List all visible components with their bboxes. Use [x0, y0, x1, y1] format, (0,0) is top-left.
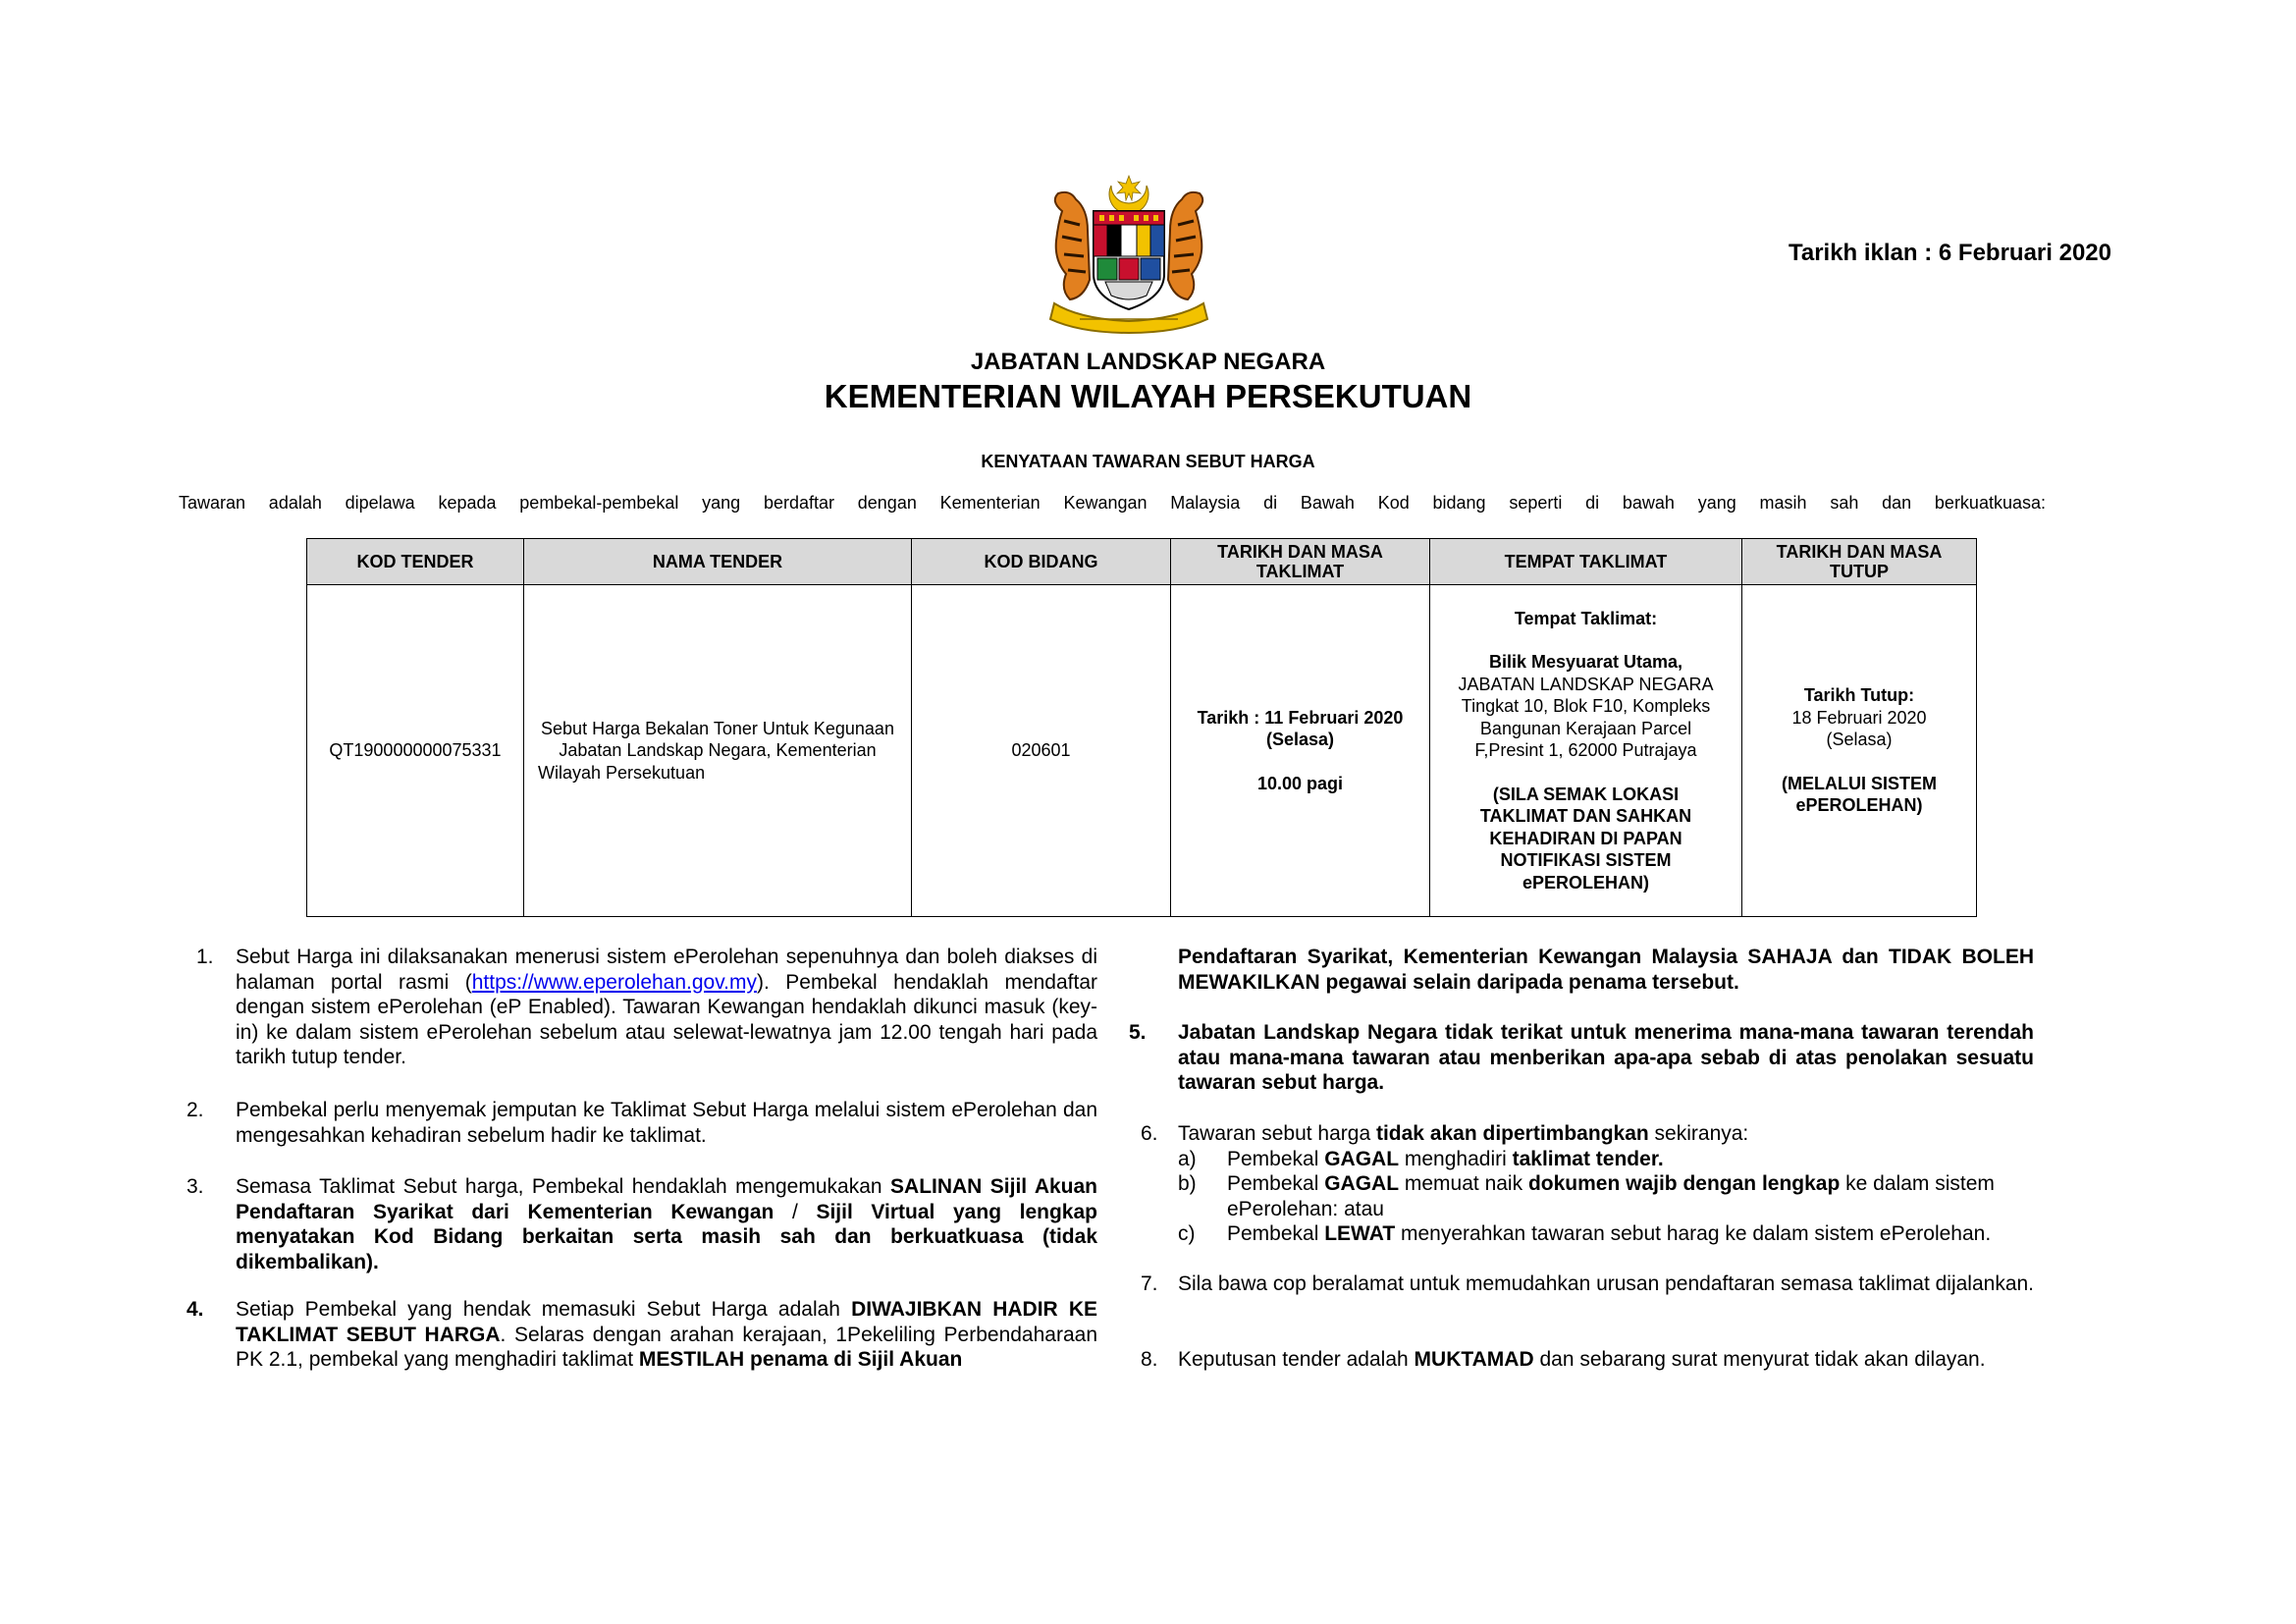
note-fragment-bold: dokumen wajib dengan lengkap: [1527, 1172, 1841, 1195]
ministry-name: KEMENTERIAN WILAYAH PERSEKUTUAN: [824, 378, 1472, 414]
note-number: 7.: [1141, 1272, 1158, 1295]
sub-letter: a): [1178, 1147, 1197, 1170]
taklimat-day: (Selasa): [1265, 730, 1335, 750]
tempat-room: Bilik Mesyuarat Utama,: [1488, 652, 1683, 673]
sub-letter: c): [1178, 1222, 1196, 1245]
cell-kod-tender: QT190000000075331: [307, 585, 524, 917]
note-number: 5.: [1129, 1021, 1147, 1044]
note-fragment-bold: GAGAL: [1324, 1172, 1400, 1195]
tempat-label: Tempat Taklimat:: [1514, 608, 1658, 628]
note-fragment: dan sebarang surat menyurat tidak akan dilayan.: [1533, 1348, 1986, 1371]
note-number: 2.: [187, 1099, 204, 1121]
note-text: [1178, 1347, 2061, 1373]
note-fragment: Tawaran sebut harga: [1178, 1122, 1376, 1145]
cell-nama-tender: Sebut Harga Bekalan Toner Untuk Kegunaan Jabatan Landskap Negara, Kementerian Wilayah Persekutuan: [524, 585, 912, 917]
tempat-address-line: JABATAN LANDSKAP NEGARA: [1458, 674, 1714, 694]
cell-tarikh-tutup: [1742, 585, 1977, 917]
note-fragment: ). Pembekal hendaklah mendaftar dengan sistem ePerolehan (eP Enabled). Tawaran Kewangan hendaklah dikunci masuk (key-in) ke dalam sistem ePerolehan sebelum atau selewat-lewatnya jam 12.00 tengah hari pada tarikh tutup tender.: [236, 970, 1097, 1068]
note-text: [236, 1297, 1097, 1373]
document-title: KENYATAAN TAWARAN SEBUT HARGA: [981, 452, 1315, 471]
note-6-intro: [1178, 1121, 2061, 1147]
note-text: [236, 945, 1097, 1070]
note-text: Pembekal perlu menyemak jemputan ke Taklimat Sebut Harga melalui sistem ePerolehan dan mengesahkan kehadiran sebelum hadir ke taklimat.: [236, 1099, 1097, 1147]
note-6-sub-a: [1178, 1147, 2061, 1172]
header-tempat-taklimat: TEMPAT TAKLIMAT: [1430, 539, 1742, 585]
tender-table: [306, 538, 1977, 917]
note-text: [236, 1174, 1097, 1274]
note-number: 3.: [187, 1175, 204, 1198]
header-tarikh-tutup: [1742, 539, 1977, 585]
cell-tarikh-taklimat: [1171, 585, 1430, 917]
note-fragment: Keputusan tender adalah: [1178, 1348, 1415, 1371]
header-nama-tender: NAMA TENDER: [524, 539, 912, 585]
table-header-row: [307, 539, 1977, 585]
note-text: Jabatan Landskap Negara tidak terikat untuk menerima mana-mana tawaran terendah atau mana-mana tawaran atau menberikan apa-apa sebab di atas penolakan sesuatu tawaran sebut harga.: [1178, 1021, 2034, 1094]
header-tarikh-taklimat: [1171, 539, 1430, 585]
header-line: TARIKH DAN MASA: [1217, 542, 1383, 562]
note-fragment-bold: tidak akan dipertimbangkan: [1375, 1122, 1649, 1145]
tempat-note-line: ePEROLEHAN): [1522, 872, 1649, 893]
note-fragment: memuat naik: [1399, 1172, 1528, 1195]
tempat-note-line: TAKLIMAT DAN SAHKAN: [1479, 806, 1692, 827]
cell-tempat-taklimat: [1430, 585, 1742, 917]
note-number: 4.: [187, 1298, 204, 1321]
note-fragment: menghadiri: [1399, 1147, 1513, 1170]
note-fragment: /: [774, 1200, 817, 1223]
intro-paragraph: Tawaran adalah dipelawa kepada pembekal-pembekal yang berdaftar dengan Kementerian Kewangan Malaysia di Bawah Kod bidang seperti di bawah yang masih sah dan berkuatkuasa:: [179, 493, 2046, 513]
note-fragment: ke dalam sistem ePerolehan: atau: [1227, 1172, 1995, 1220]
tutup-note-line: ePEROLEHAN): [1795, 795, 1923, 816]
note-6-sub-c: [1178, 1221, 2061, 1247]
eperolehan-portal-link[interactable]: https://www.eperolehan.gov.my: [471, 970, 757, 994]
note-fragment: menyerahkan tawaran sebut harag ke dalam sistem ePerolehan.: [1395, 1222, 1992, 1245]
note-number: 1.: [196, 946, 214, 968]
note-fragment-bold: Sijil Virtual yang lengkap menyatakan Kod Bidang berkaitan serta masih sah dan berkuatkuasa (tidak dikembalikan).: [236, 1200, 1097, 1273]
header-line: TAKLIMAT: [1255, 562, 1345, 581]
note-fragment-bold: DIWAJIBKAN HADIR KE TAKLIMAT SEBUT HARGA: [236, 1298, 1097, 1346]
tutup-date: 18 Februari 2020: [1791, 707, 1927, 728]
note-fragment: Pembekal: [1227, 1222, 1325, 1245]
taklimat-time: 10.00 pagi: [1256, 773, 1344, 793]
note-fragment-bold: MUKTAMAD: [1414, 1348, 1534, 1371]
taklimat-date: Tarikh : 11 Februari 2020: [1197, 707, 1404, 728]
note-fragment: Pembekal: [1227, 1172, 1325, 1195]
tempat-note-line: KEHADIRAN DI PAPAN: [1489, 828, 1682, 848]
note-fragment: Sebut Harga ini dilaksanakan menerusi sistem ePerolehan sepenuhnya dan boleh diakses di halaman portal rasmi (: [236, 946, 1097, 994]
note-item-4-continued: Pendaftaran Syarikat, Kementerian Kewangan Malaysia SAHAJA dan TIDAK BOLEH MEWAKILKAN pegawai selain daripada penama tersebut.: [1178, 946, 2034, 994]
tempat-address-line: Tingkat 10, Blok F10, Kompleks: [1461, 696, 1711, 717]
sub-letter: b): [1178, 1172, 1197, 1195]
note-fragment: sekiranya:: [1648, 1122, 1749, 1145]
department-name: JABATAN LANDSKAP NEGARA: [970, 349, 1326, 375]
tutup-label: Tarikh Tutup:: [1803, 685, 1915, 706]
tutup-day: (Selasa): [1826, 730, 1893, 750]
note-number: 6.: [1141, 1122, 1158, 1145]
note-fragment: Setiap Pembekal yang hendak memasuki Sebut Harga adalah: [236, 1298, 852, 1321]
note-fragment-bold: LEWAT: [1324, 1222, 1396, 1245]
tempat-note-line: NOTIFIKASI SISTEM: [1500, 850, 1672, 871]
tempat-address-line: F,Presint 1, 62000 Putrajaya: [1474, 740, 1697, 761]
header-line: TUTUP: [1830, 562, 1889, 581]
note-fragment: . Selaras dengan arahan kerajaan, 1Pekeliling Perbendaharaan PK 2.1, pembekal yang menghadiri taklimat: [236, 1323, 1097, 1371]
cell-kod-bidang: 020601: [912, 585, 1171, 917]
coat-of-arms-icon: [1041, 172, 1217, 334]
header-line: TARIKH DAN MASA: [1776, 542, 1943, 562]
tempat-note-line: (SILA SEMAK LOKASI: [1492, 784, 1680, 804]
note-fragment-bold: MESTILAH penama di Sijil Akuan: [638, 1348, 963, 1371]
note-fragment: Semasa Taklimat Sebut harga, Pembekal hendaklah mengemukakan: [236, 1175, 891, 1198]
note-fragment-bold: GAGAL: [1324, 1147, 1400, 1170]
tutup-note-line: (MELALUI SISTEM: [1782, 773, 1937, 793]
header-kod-tender: KOD TENDER: [307, 539, 524, 585]
note-fragment-bold: taklimat tender.: [1512, 1147, 1664, 1170]
note-fragment: Pembekal: [1227, 1147, 1325, 1170]
advertisement-date: Tarikh iklan : 6 Februari 2020: [1788, 240, 2111, 266]
note-fragment-bold: SALINAN Sijil Akuan Pendaftaran Syarikat dari Kementerian Kewangan: [236, 1175, 1097, 1223]
note-text: [1178, 1121, 2061, 1247]
tempat-address-line: Bangunan Kerajaan Parcel: [1479, 718, 1692, 738]
note-text: Sila bawa cop beralamat untuk memudahkan urusan pendaftaran semasa taklimat dijalankan.: [1178, 1272, 2035, 1295]
table-row: [307, 585, 1977, 917]
note-6-sub-b: [1178, 1171, 2061, 1221]
header-kod-bidang: KOD BIDANG: [912, 539, 1171, 585]
note-number: 8.: [1141, 1348, 1158, 1371]
